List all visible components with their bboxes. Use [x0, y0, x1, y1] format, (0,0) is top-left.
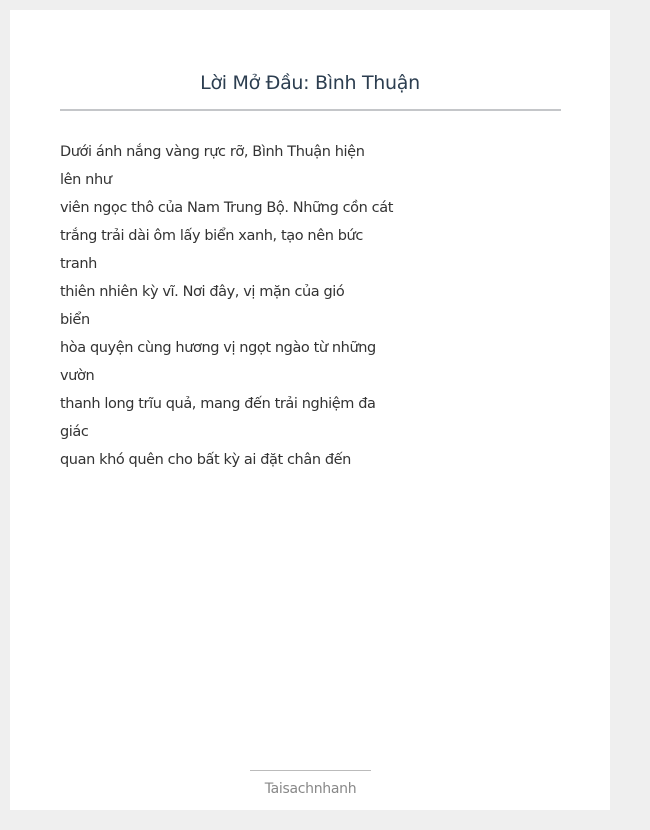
footer-text: Taisachnhanh [264, 781, 357, 797]
text-line: giác [60, 424, 89, 440]
text-line: thiên nhiên kỳ vĩ. Nơi đây, vị mặn của gió [60, 284, 345, 300]
text-line: biển [60, 312, 90, 328]
text-line: hòa quyện cùng hương vị ngọt ngào từ những [60, 340, 376, 356]
title-divider [60, 109, 561, 111]
body-text [60, 138, 393, 474]
text-line: quan khó quên cho bất kỳ ai đặt chân đến [60, 452, 351, 468]
text-line: trắng trải dài ôm lấy biển xanh, tạo nên bức [60, 228, 363, 244]
text-line: viên ngọc thô của Nam Trung Bộ. Những cồn cát [60, 200, 393, 216]
footer-divider [250, 770, 371, 771]
text-line: lên như [60, 172, 112, 188]
text-line: Dưới ánh nắng vàng rực rỡ, Bình Thuận hiện [60, 144, 365, 160]
text-line: tranh [60, 256, 97, 272]
text-line: vườn [60, 368, 95, 384]
text-line: thanh long trĩu quả, mang đến trải nghiệm đa [60, 396, 376, 412]
page-title: Lời Mở Đầu: Bình Thuận [200, 72, 420, 94]
